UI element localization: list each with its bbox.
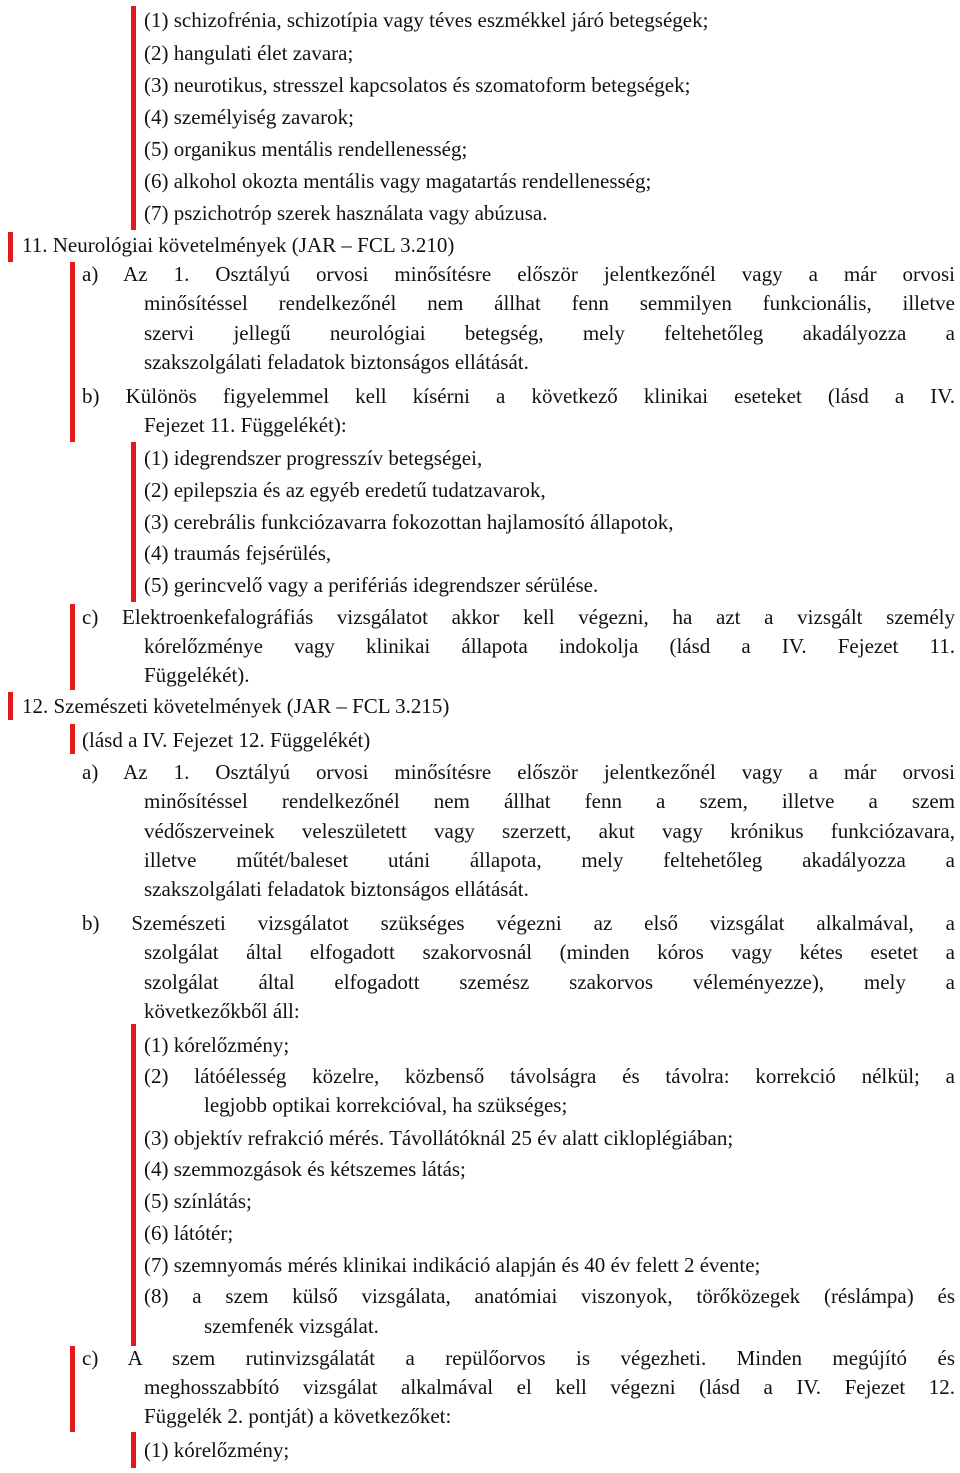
- paragraph-line: Fejezet 11. Függelékét):: [144, 413, 347, 437]
- paragraph-line: Függelék 2. pontját) a következőket:: [144, 1404, 452, 1428]
- paragraph-line: c) A szem rutinvizsgálatát a repülőorvos is végezheti. Minden megújító és: [82, 1346, 955, 1370]
- list-item: (6) látótér;: [144, 1221, 234, 1245]
- list-item: (3) cerebrális funkciózavarra fokozottan hajlamosító állapotok,: [144, 510, 674, 534]
- list-item: (5) színlátás;: [144, 1189, 252, 1213]
- change-bar: [8, 692, 13, 720]
- paragraph-line: illetve műtét/baleset utáni állapota, mely feltehetőleg akadályozza a: [144, 848, 955, 872]
- change-bar: [70, 604, 75, 690]
- paragraph-line: Függelékét).: [144, 663, 250, 687]
- list-item: (1) kórelőzmény;: [144, 1438, 290, 1462]
- section-heading: 11. Neurológiai követelmények (JAR – FCL 3.210): [22, 233, 455, 257]
- paragraph-line: b) Szemészeti vizsgálatot szükséges végezni az első vizsgálat alkalmával, a: [82, 911, 955, 935]
- change-bar: [131, 6, 136, 230]
- paragraph-line: kórelőzménye vagy klinikai állapota indokolja (lásd a IV. Fejezet 11.: [144, 634, 955, 658]
- paragraph-line: minősítéssel rendelkezőnél nem állhat fenn a szem, illetve a szem: [144, 789, 955, 813]
- section-subheading: (lásd a IV. Fejezet 12. Függelékét): [82, 728, 371, 752]
- section-heading: 12. Szemészeti követelmények (JAR – FCL 3.215): [22, 694, 450, 718]
- change-bar: [8, 232, 13, 262]
- list-item-continuation: legjobb optikai korrekcióval, ha szükséges;: [204, 1093, 568, 1117]
- paragraph-line: c) Elektroenkefalográfiás vizsgálatot akkor kell végezni, ha azt a vizsgált személy: [82, 605, 955, 629]
- change-bar: [70, 724, 75, 754]
- paragraph-line: a) Az 1. Osztályú orvosi minősítésre először jelentkezőnél vagy a már orvosi: [82, 760, 955, 784]
- change-bar: [70, 1346, 75, 1432]
- paragraph-line: szolgálat által elfogadott szemész szakorvos véleményezze), mely a: [144, 970, 955, 994]
- list-item: (3) objektív refrakció mérés. Távollátóknál 25 év alatt cikloplégiában;: [144, 1126, 734, 1150]
- change-bar: [131, 1432, 136, 1468]
- change-bar: [131, 1024, 136, 1346]
- list-item: (1) schizofrénia, schizotípia vagy téves eszmékkel járó betegségek;: [144, 8, 709, 32]
- list-item: (2) hangulati élet zavara;: [144, 41, 354, 65]
- paragraph-line: következőkből áll:: [144, 999, 300, 1023]
- paragraph-line: meghosszabbító vizsgálat alkalmával el kell végezni (lásd a IV. Fejezet 12.: [144, 1375, 955, 1399]
- list-item: (2) epilepszia és az egyéb eredetű tudatzavarok,: [144, 478, 546, 502]
- change-bar: [70, 262, 75, 442]
- list-item: (4) személyiség zavarok;: [144, 105, 354, 129]
- list-item: (8) a szem külső vizsgálata, anatómiai viszonyok, törőközegek (réslámpa) és: [144, 1284, 955, 1308]
- paragraph-line: b) Különös figyelemmel kell kísérni a következő klinikai eseteket (lásd a IV.: [82, 384, 955, 408]
- paragraph-line: a) Az 1. Osztályú orvosi minősítésre először jelentkezőnél vagy a már orvosi: [82, 262, 955, 286]
- list-item: (7) szemnyomás mérés klinikai indikáció alapján és 40 év felett 2 évente;: [144, 1253, 761, 1277]
- list-item: (7) pszichotróp szerek használata vagy abúzusa.: [144, 201, 548, 225]
- list-item: (1) kórelőzmény;: [144, 1033, 290, 1057]
- paragraph-line: szakszolgálati feladatok biztonságos ellátását.: [144, 877, 529, 901]
- paragraph-line: védőszerveinek veleszületett vagy szerzett, akut vagy krónikus funkciózavara,: [144, 819, 955, 843]
- list-item: (6) alkohol okozta mentális vagy magatartás rendellenesség;: [144, 169, 652, 193]
- list-item-continuation: szemfenék vizsgálat.: [204, 1314, 379, 1338]
- change-bar: [131, 442, 136, 602]
- paragraph-line: szakszolgálati feladatok biztonságos ellátását.: [144, 350, 529, 374]
- list-item: (4) traumás fejsérülés,: [144, 541, 332, 565]
- list-item: (3) neurotikus, stresszel kapcsolatos és szomatoform betegségek;: [144, 73, 691, 97]
- list-item: (5) gerincvelő vagy a perifériás idegrendszer sérülése.: [144, 573, 599, 597]
- paragraph-line: szervi jellegű neurológiai betegség, mely feltehetőleg akadályozza a: [144, 321, 955, 345]
- list-item: (2) látóélesség közelre, közbenső távolságra és távolra: korrekció nélkül; a: [144, 1064, 955, 1088]
- paragraph-line: minősítéssel rendelkezőnél nem állhat fenn semmilyen funkcionális, illetve: [144, 291, 955, 315]
- paragraph-line: szolgálat által elfogadott szakorvosnál (minden kóros vagy kétes esetet a: [144, 940, 955, 964]
- list-item: (4) szemmozgások és kétszemes látás;: [144, 1157, 466, 1181]
- list-item: (1) idegrendszer progresszív betegségei,: [144, 446, 483, 470]
- list-item: (5) organikus mentális rendellenesség;: [144, 137, 468, 161]
